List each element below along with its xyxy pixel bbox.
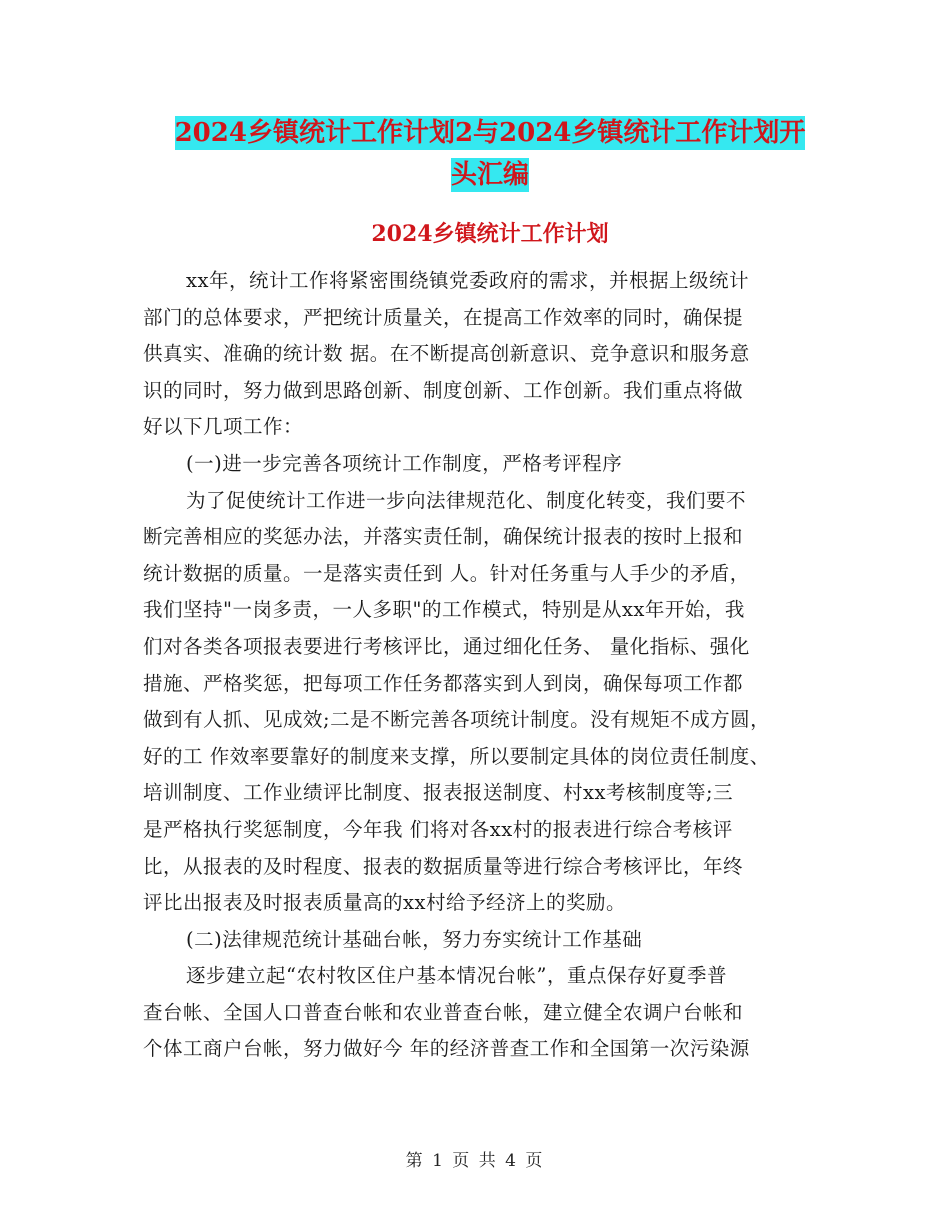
body-line: xx年，统计工作将紧密围绕镇党委政府的需求，并根据上级统计 — [186, 269, 749, 292]
body-line: 断完善相应的奖惩办法，并落实责任制，确保统计报表的按时上报和 — [143, 525, 744, 549]
document-body — [143, 263, 823, 1068]
document-title-line-2: 头汇编 — [450, 160, 529, 190]
body-line: 培训制度、工作业绩评比制度、报表报送制度、村xx考核制度等;三 — [143, 781, 734, 805]
body-line: 们对各类各项报表要进行考核评比，通过细化任务、 量化指标、强化 — [143, 634, 750, 658]
body-line: 部门的总体要求，严把统计质量关，在提高工作效率的同时，确保提 — [143, 305, 744, 329]
body-line: 识的同时，努力做到思路创新、制度创新、工作创新。我们重点将做 — [143, 378, 744, 402]
section-title: 2024乡镇统计工作计划 — [371, 221, 609, 247]
body-line: 好的工 作效率要靠好的制度来支撑，所以要制定具体的岗位责任制度、 — [143, 744, 770, 768]
body-line: 措施、严格奖惩，把每项工作任务都落实到人到岗，确保每项工作都 — [143, 671, 744, 695]
body-line: 评比出报表及时报表质量高的xx村给予经济上的奖励。 — [143, 891, 626, 915]
body-line: 统计数据的质量。一是落实责任到 人。针对任务重与人手少的矛盾， — [143, 561, 750, 585]
body-line: 逐步建立起“农村牧区住户基本情况台帐”，重点保存好夏季普 — [186, 964, 727, 988]
body-line: (二)法律规范统计基础台帐，努力夯实统计工作基础 — [186, 927, 643, 951]
document-title — [140, 112, 840, 196]
body-line: 个体工商户台帐，努力做好今 年的经济普查工作和全国第一次污染源 — [143, 1037, 750, 1061]
body-line: 好以下几项工作： — [143, 415, 304, 439]
body-line: 做到有人抓、见成效;二是不断完善各项统计制度。没有规矩不成方圆， — [143, 708, 771, 732]
page-footer: 第 1 页 共 4 页 — [405, 1151, 545, 1171]
body-line: 为了促使统计工作进一步向法律规范化、制度化转变，我们要不 — [186, 488, 747, 512]
body-line: 供真实、准确的统计数 据。在不断提高创新意识、竞争意识和服务意 — [143, 342, 750, 366]
body-line: 比，从报表的及时程度、报表的数据质量等进行综合考核评比，年终 — [143, 854, 744, 878]
body-line: 查台帐、全国人口普查台帐和农业普查台帐，建立健全农调户台帐和 — [143, 1000, 744, 1024]
body-line: (一)进一步完善各项统计工作制度，严格考评程序 — [186, 451, 623, 475]
body-line: 是严格执行奖惩制度，今年我 们将对各xx村的报表进行综合考核评 — [143, 817, 733, 841]
body-line: 我们坚持"一岗多责，一人多职"的工作模式，特别是从xx年开始，我 — [143, 598, 745, 622]
document-title-line-1: 2024乡镇统计工作计划2与2024乡镇统计工作计划开 — [174, 118, 806, 148]
